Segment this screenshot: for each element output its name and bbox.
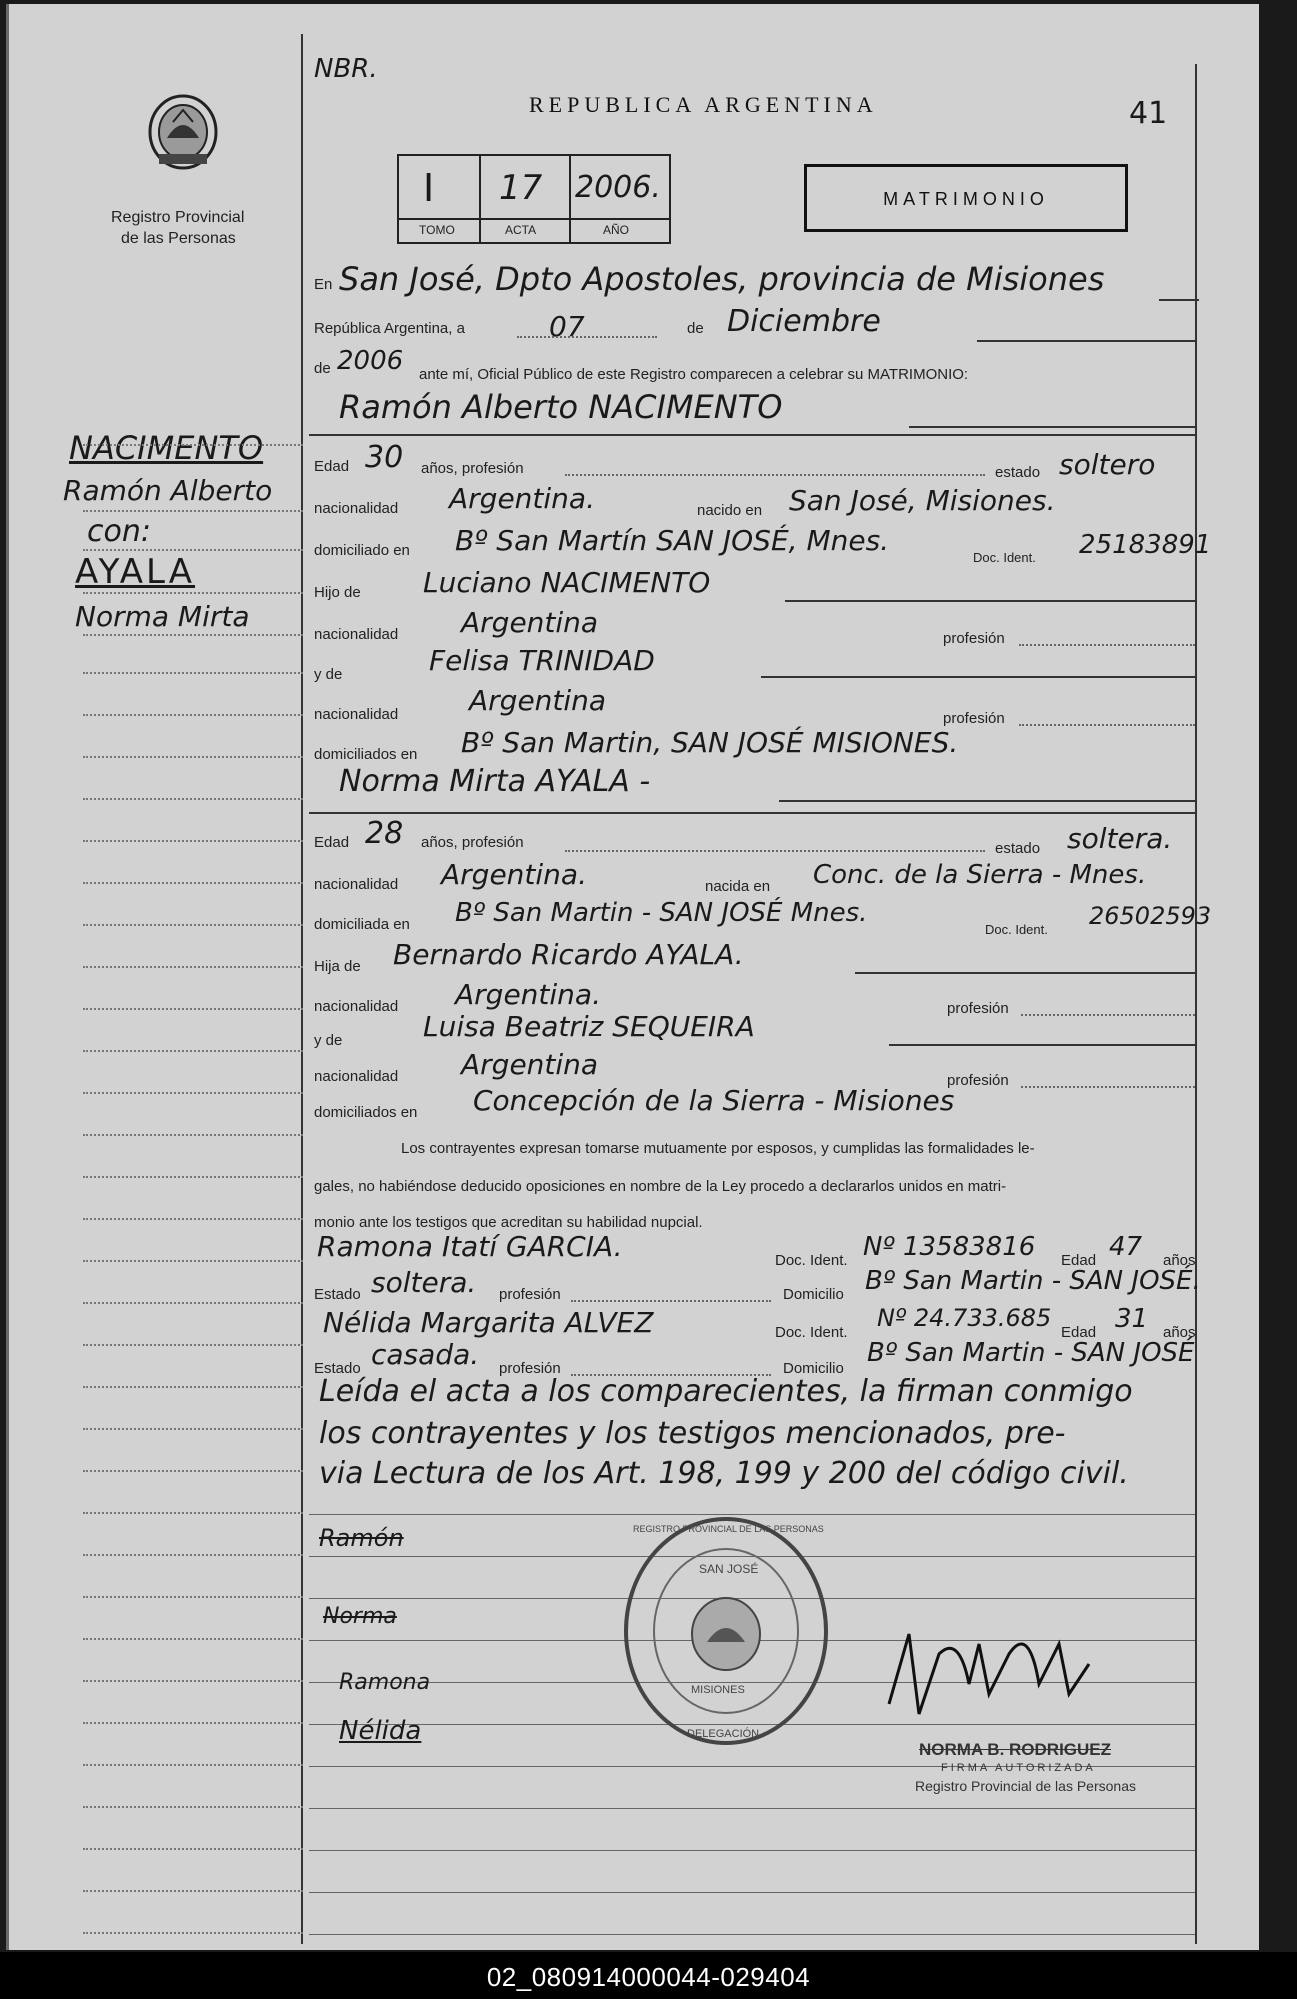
notes-line3: via Lectura de los Art. 198, 199 y 200 del código civil. (319, 1456, 1129, 1491)
bride-parents-dom-label: domiciliados en (314, 1104, 418, 1121)
witness2-dom-label: Domicilio (783, 1360, 844, 1377)
groom-name: Ramón Alberto NACIMENTO (339, 388, 783, 426)
groom-estado-label: estado (995, 464, 1041, 481)
bride-prof-label: profesión (947, 1000, 1009, 1017)
groom-parents-dom-label: domiciliados en (314, 746, 418, 763)
ante-text: ante mí, Oficial Público de este Registro comparecen a celebrar su MATRIMONIO: (419, 366, 969, 383)
margin-bride-surname: AYALA (75, 552, 195, 592)
official-registry: Registro Provincial de las Personas (915, 1778, 1136, 1794)
groom-nacido-label: nacido en (697, 502, 763, 519)
bride-name: Norma Mirta AYALA - (339, 764, 651, 799)
country-heading: REPUBLICA ARGENTINA (529, 92, 878, 117)
margin-divider (301, 34, 303, 1944)
official-signature-icon (879, 1624, 1139, 1734)
official-title: FIRMA AUTORIZADA (941, 1762, 1096, 1774)
registry-name-line1: Registro Provincial (111, 209, 245, 226)
groom-prof2-label: profesión (943, 710, 1005, 727)
month: Diciembre (727, 304, 881, 339)
groom-mother-nac-label: nacionalidad (314, 706, 399, 723)
groom-parents-dom: Bº San Martin, SAN JOSÉ MISIONES. (461, 726, 959, 759)
witness1-dom: Bº San Martin - SAN JOSÉ. (865, 1266, 1201, 1296)
groom-dom-label: domiciliado en (314, 542, 410, 559)
witness2-estado-label: Estado (314, 1360, 361, 1377)
witness2-anos-label: años (1163, 1324, 1196, 1341)
witness2-dom: Bº San Martin - SAN JOSÉ (867, 1338, 1195, 1368)
witness1-edad-label: Edad (1061, 1252, 1097, 1269)
witness1-estado: soltera. (371, 1266, 477, 1299)
witness1-anos-label: años (1163, 1252, 1196, 1269)
tomo-label: TOMO (419, 223, 455, 237)
bride-doc: 26502593 (1089, 902, 1212, 930)
tomo-acta-ano-box (397, 154, 671, 244)
witness2-edad: 31 (1115, 1304, 1149, 1334)
groom-section-rule (309, 434, 1195, 436)
signature-1: Ramón (319, 1524, 404, 1552)
witness1-doc-label: Doc. Ident. (775, 1252, 848, 1269)
seal-outer-text: REGISTRO PROVINCIAL DE LAS PERSONAS (633, 1524, 824, 1534)
witness1-estado-label: Estado (314, 1286, 361, 1303)
document-type-box (804, 164, 1128, 232)
notes-line2: los contrayentes y los testigos mencionados, pre- (319, 1416, 1066, 1451)
day: 07 (549, 310, 585, 343)
bride-father-nac: Argentina. (455, 978, 601, 1011)
provincial-emblem-icon (147, 92, 219, 200)
groom-mother: Felisa TRINIDAD (429, 644, 655, 677)
groom-yde-label: y de (314, 666, 343, 683)
bride-mother-nac: Argentina (461, 1048, 599, 1081)
signature-3: Ramona (339, 1670, 431, 1695)
margin-given-names: Ramón Alberto (63, 474, 273, 507)
groom-father-rule (785, 600, 1195, 602)
bride-prof2-label: profesión (947, 1072, 1009, 1089)
groom-doc: 25183891 (1079, 530, 1212, 560)
document-page (6, 4, 1259, 1950)
bride-estado: soltera. (1067, 822, 1173, 855)
corner-note: NBR. (314, 54, 378, 84)
witness1-edad: 47 (1109, 1232, 1143, 1262)
witness1-prof-label: profesión (499, 1286, 561, 1303)
groom-nac: Argentina. (449, 482, 595, 515)
witness2-edad-label: Edad (1061, 1324, 1097, 1341)
bride-dom: Bº San Martin - SAN JOSÉ Mnes. (455, 898, 868, 928)
bride-mother-prof-dots (1021, 1086, 1195, 1088)
bride-mother: Luisa Beatriz SEQUEIRA (423, 1010, 755, 1043)
signature-2: Norma (323, 1604, 397, 1629)
bride-edad-label: Edad (314, 834, 350, 851)
witness2-doc-label: Doc. Ident. (775, 1324, 848, 1341)
witness1-dom-label: Domicilio (783, 1286, 844, 1303)
groom-mother-prof-dots (1019, 724, 1195, 726)
bride-nacida: Conc. de la Sierra - Mnes. (813, 860, 1147, 890)
groom-mother-rule (761, 676, 1195, 678)
groom-nac-label: nacionalidad (314, 500, 399, 517)
groom-dom: Bº San Martín SAN JOSÉ, Mnes. (455, 524, 890, 557)
document-type: MATRIMONIO (883, 189, 1049, 209)
bride-yde-label: y de (314, 1032, 343, 1049)
groom-prof-dots (565, 474, 985, 476)
groom-anos-label: años, profesión (421, 460, 524, 477)
groom-father: Luciano NACIMENTO (423, 566, 711, 599)
month-rule (977, 340, 1195, 342)
seal-inner-text: SAN JOSÉ (699, 1562, 759, 1576)
groom-mother-nac: Argentina (469, 684, 607, 717)
groom-edad-label: Edad (314, 458, 350, 475)
seal-side-text: MISIONES (691, 1684, 745, 1696)
acta-label: ACTA (505, 223, 537, 237)
margin-con: con: (87, 514, 151, 549)
page-number: 41 (1129, 96, 1168, 131)
witness2-estado: casada. (371, 1338, 480, 1371)
file-id: 02_080914000044-029404 (486, 1962, 811, 1992)
registry-name-line2: de las Personas (121, 230, 236, 247)
ano-label: AÑO (603, 223, 630, 237)
groom-nacido: San José, Misiones. (789, 484, 1056, 517)
witness2-prof-label: profesión (499, 1360, 561, 1377)
republica-label: República Argentina, a (314, 320, 465, 337)
groom-estado: soltero (1059, 448, 1156, 481)
right-border (1195, 64, 1197, 1944)
bride-nacida-label: nacida en (705, 878, 771, 895)
place: San José, Dpto Apostoles, provincia de Misiones (339, 260, 1105, 298)
witness2-doc: Nº 24.733.685 (877, 1304, 1052, 1332)
margin-bride-given: Norma Mirta (75, 600, 250, 633)
bride-estado-label: estado (995, 840, 1041, 857)
registry-seal-icon (621, 1514, 831, 1749)
year: 2006 (337, 346, 404, 376)
acta-value: 17 (499, 168, 543, 208)
groom-father-nac-label: nacionalidad (314, 626, 399, 643)
seal-bottom-text: DELEGACIÓN (687, 1728, 760, 1740)
tomo-value: I (423, 166, 435, 210)
groom-prof-label: profesión (943, 630, 1005, 647)
groom-name-rule (909, 426, 1195, 428)
margin-surname: NACIMENTO (69, 429, 264, 467)
declaration-line3: monio ante los testigos que acreditan su habilidad nupcial. (314, 1214, 703, 1231)
declaration-line2: gales, no habiéndose deducido oposiciones en nombre de la Ley procedo a declararlos unidos en matri- (314, 1178, 1007, 1195)
bride-dom-label: domiciliada en (314, 916, 410, 933)
bride-mother-rule (889, 1044, 1195, 1046)
de-label: de (687, 320, 704, 337)
bride-parents-dom: Concepción de la Sierra - Misiones (473, 1084, 955, 1117)
signature-4: Nélida (339, 1716, 422, 1746)
bride-mother-nac-label: nacionalidad (314, 1068, 399, 1085)
bride-nac: Argentina. (441, 858, 587, 891)
en-label: En (314, 276, 333, 293)
bride-prof-dots (565, 850, 985, 852)
ano-value: 2006. (575, 170, 661, 205)
witness1-name: Ramona Itatí GARCIA. (317, 1230, 623, 1263)
official-name: NORMA B. RODRIGUEZ (919, 1740, 1112, 1759)
declaration-line1: Los contrayentes expresan tomarse mutuamente por esposos, y cumplidas las formalidades le- (401, 1140, 1035, 1157)
bride-nac-label: nacionalidad (314, 876, 399, 893)
place-rule (1159, 299, 1199, 301)
de2-label: de (314, 360, 331, 377)
bride-doc-label: Doc. Ident. (985, 922, 1048, 937)
day-dots (517, 336, 657, 338)
groom-hijo-label: Hijo de (314, 584, 361, 601)
bride-father: Bernardo Ricardo AYALA. (393, 938, 744, 971)
bride-hija-label: Hija de (314, 958, 361, 975)
groom-father-nac: Argentina (461, 606, 599, 639)
witness2-name: Nélida Margarita ALVEZ (323, 1306, 654, 1339)
bride-anos-label: años, profesión (421, 834, 524, 851)
bride-father-prof-dots (1021, 1014, 1195, 1016)
bride-edad: 28 (365, 816, 404, 851)
witness1-doc: Nº 13583816 (863, 1232, 1036, 1262)
bride-father-nac-label: nacionalidad (314, 998, 399, 1015)
bride-section-rule (309, 812, 1195, 814)
bride-name-rule (779, 800, 1195, 802)
groom-doc-label: Doc. Ident. (973, 550, 1036, 565)
witness1-prof-dots (571, 1300, 771, 1302)
groom-edad: 30 (365, 440, 404, 475)
bride-father-rule (855, 972, 1195, 974)
notes-line1: Leída el acta a los comparecientes, la firman conmigo (319, 1374, 1133, 1409)
groom-father-prof-dots (1019, 644, 1195, 646)
